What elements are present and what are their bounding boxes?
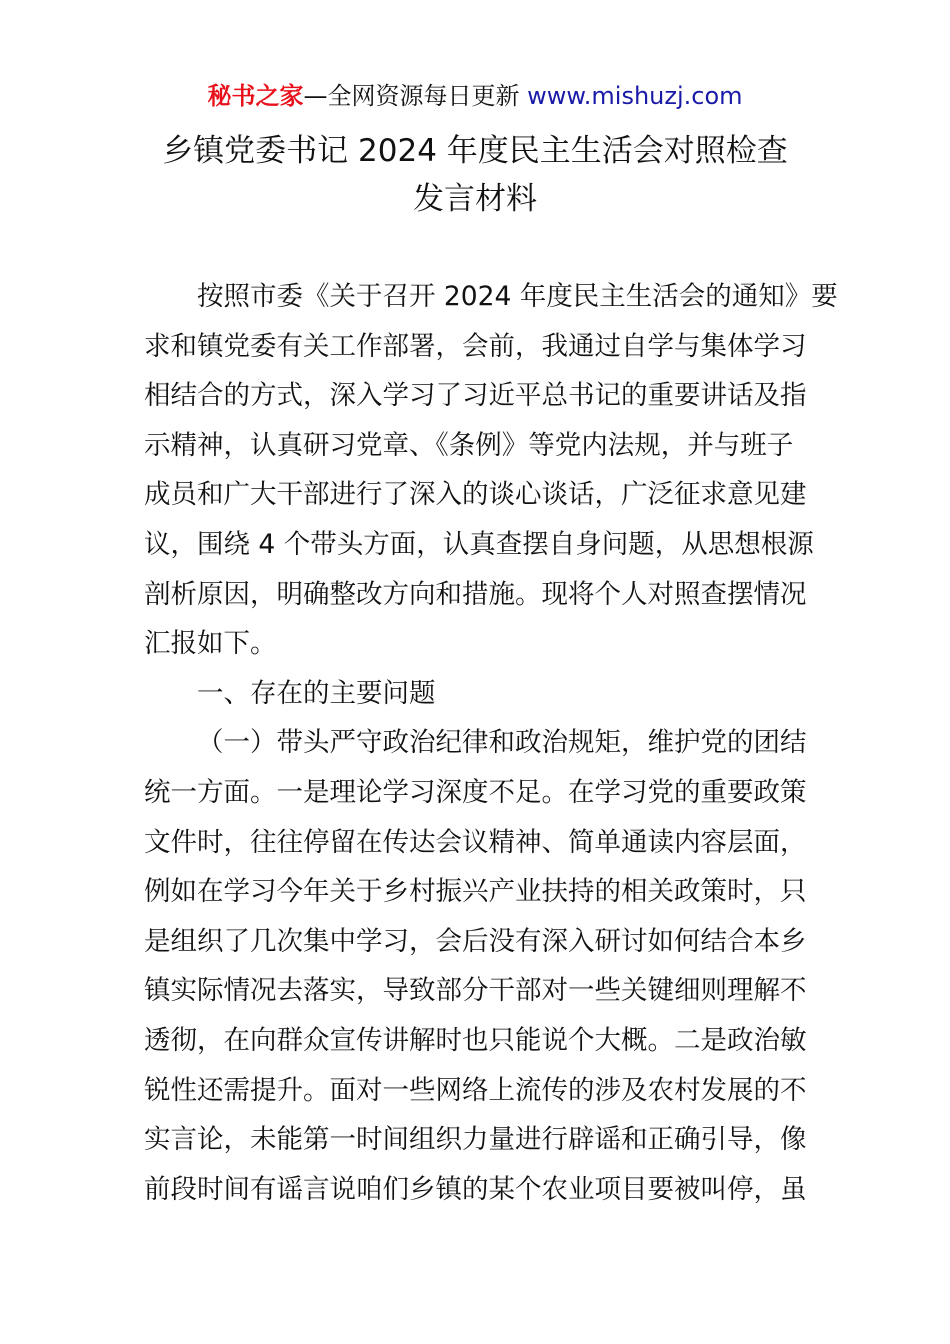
header-slogan: —全网资源每日更新 bbox=[303, 82, 528, 110]
paragraph-line: 镇实际情况去落实，导致部分干部对一些关键细则理解不 bbox=[144, 975, 807, 1007]
title-line-2: 发言材料 bbox=[413, 181, 537, 217]
site-url[interactable]: www.mishuzj.com bbox=[527, 82, 743, 110]
paragraph-line: 按照市委《关于召开 2024 年度民主生活会的通知》要 bbox=[197, 281, 838, 312]
paragraph-line: 透彻，在向群众宣传讲解时也只能说个大概。二是政治敏 bbox=[144, 1024, 807, 1056]
paragraph-line: 汇报如下。 bbox=[144, 628, 277, 660]
paragraph-line: 相结合的方式，深入学习了习近平总书记的重要讲话及指 bbox=[144, 380, 807, 412]
paragraph-line: 例如在学习今年关于乡村振兴产业扶持的相关政策时，只 bbox=[144, 876, 807, 908]
paragraph-line: 议，围绕 4 个带头方面，认真查摆自身问题，从思想根源 bbox=[144, 528, 814, 560]
paragraph-line: （一）带头严守政治纪律和政治规矩，维护党的团结 bbox=[197, 727, 807, 759]
paragraph-line: 锐性还需提升。面对一些网络上流传的涉及农村发展的不 bbox=[144, 1074, 807, 1106]
paragraph-line: 求和镇党委有关工作部署，会前，我通过自学与集体学习 bbox=[144, 330, 807, 362]
paragraph-line: 示精神，认真研习党章、《条例》等党内法规，并与班子 bbox=[144, 429, 794, 461]
document-title bbox=[0, 127, 950, 223]
section-heading: 一、存在的主要问题 bbox=[197, 677, 436, 709]
paragraph-line: 前段时间有谣言说咱们乡镇的某个农业项目要被叫停，虽 bbox=[144, 1173, 807, 1205]
paragraph-line: 是组织了几次集中学习，会后没有深入研讨如何结合本乡 bbox=[144, 925, 807, 957]
paragraph-line: 统一方面。一是理论学习深度不足。在学习党的重要政策 bbox=[144, 776, 807, 808]
site-header bbox=[0, 80, 950, 112]
paragraph-line: 实言论，未能第一时间组织力量进行辟谣和正确引导，像 bbox=[144, 1124, 807, 1156]
brand-name: 秘书之家 bbox=[207, 82, 304, 110]
document-body bbox=[144, 272, 838, 1214]
title-line-1: 乡镇党委书记 2024 年度民主生活会对照检查 bbox=[162, 133, 788, 169]
paragraph-line: 剖析原因，明确整改方向和措施。现将个人对照查摆情况 bbox=[144, 578, 807, 610]
paragraph-line: 文件时，往往停留在传达会议精神、简单通读内容层面， bbox=[144, 826, 807, 858]
paragraph-line: 成员和广大干部进行了深入的谈心谈话，广泛征求意见建 bbox=[144, 479, 807, 511]
